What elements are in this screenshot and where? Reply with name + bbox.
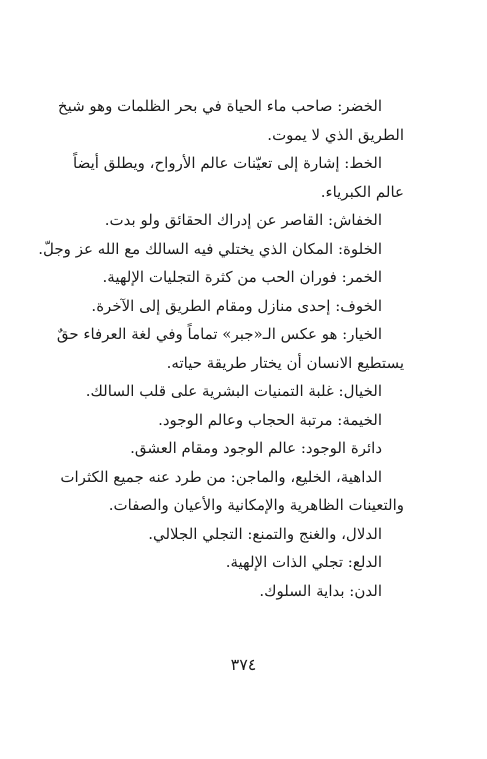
entry-line: الخضر: صاحب ماء الحياة في بحر الظلمات وهو شيخ — [57, 97, 382, 115]
entry-line: والتعينات الظاهرية والإمكانية والأعيان والصفات. — [108, 496, 404, 514]
glossary-entry-dairat-al-wujud — [74, 434, 404, 463]
entry-line: دائرة الوجود: عالم الوجود ومقام العشق. — [130, 439, 382, 457]
glossary-entry-khawf — [74, 292, 404, 321]
entry-line: الخيار: هو عكس الـ«جبر» تماماً وفي لغة العرفاء حقٌ — [56, 325, 382, 343]
entry-line: الخفاش: القاصر عن إدراك الحقائق ولو بدت. — [104, 211, 382, 229]
glossary-entry-khatt — [74, 149, 404, 206]
glossary-entry-dala — [74, 548, 404, 577]
glossary-entry-khiyar — [56, 320, 404, 377]
entry-line: الخوف: إحدى منازل ومقام الطريق إلى الآخرة. — [91, 296, 382, 315]
glossary-entry-dahiya — [60, 463, 404, 520]
glossary-entry-khamr — [74, 263, 404, 292]
glossary-entry-khayma — [74, 406, 404, 435]
entry-line: عالم الكبرياء. — [320, 182, 404, 201]
entry-line: الدلال، والغنج والتمنع: التجلي الجلالي. — [148, 524, 382, 543]
page-number: ٣٧٤ — [230, 655, 257, 674]
entry-line: الداهية، الخليع، والماجن: من طرد عنه جميع الكثرات — [60, 467, 382, 486]
entry-line: الخط: إشارة إلى تعيّنات عالم الأرواح، ويطلق أيضاً — [73, 154, 382, 172]
glossary-text-block — [38, 92, 404, 605]
glossary-entry-khuffash — [74, 206, 404, 235]
entry-line: يستطيع الانسان أن يختار طريقة حياته. — [166, 353, 404, 372]
entry-line: الخلوة: المكان الذي يختلي فيه السالك مع الله عز وجلّ. — [38, 239, 382, 258]
entry-line: الخيال: غلبة التمنيات البشرية على قلب السالك. — [85, 382, 382, 400]
entry-line: الخيمة: مرتبة الحجاب وعالم الوجود. — [158, 410, 382, 429]
glossary-entry-dann — [74, 577, 404, 606]
glossary-entry-dalal — [74, 520, 404, 549]
entry-line: الدن: بداية السلوك. — [259, 581, 382, 600]
entry-line: الطريق الذي لا يموت. — [267, 125, 404, 144]
entry-line: الخمر: فوران الحب من كثرة التجليات الإلهية. — [102, 268, 382, 286]
entry-line: الدلع: تجلي الذات الإلهية. — [225, 553, 382, 571]
glossary-entry-khidr — [57, 92, 404, 149]
glossary-entry-khalwa — [38, 235, 404, 264]
glossary-entry-khayal — [74, 377, 404, 406]
